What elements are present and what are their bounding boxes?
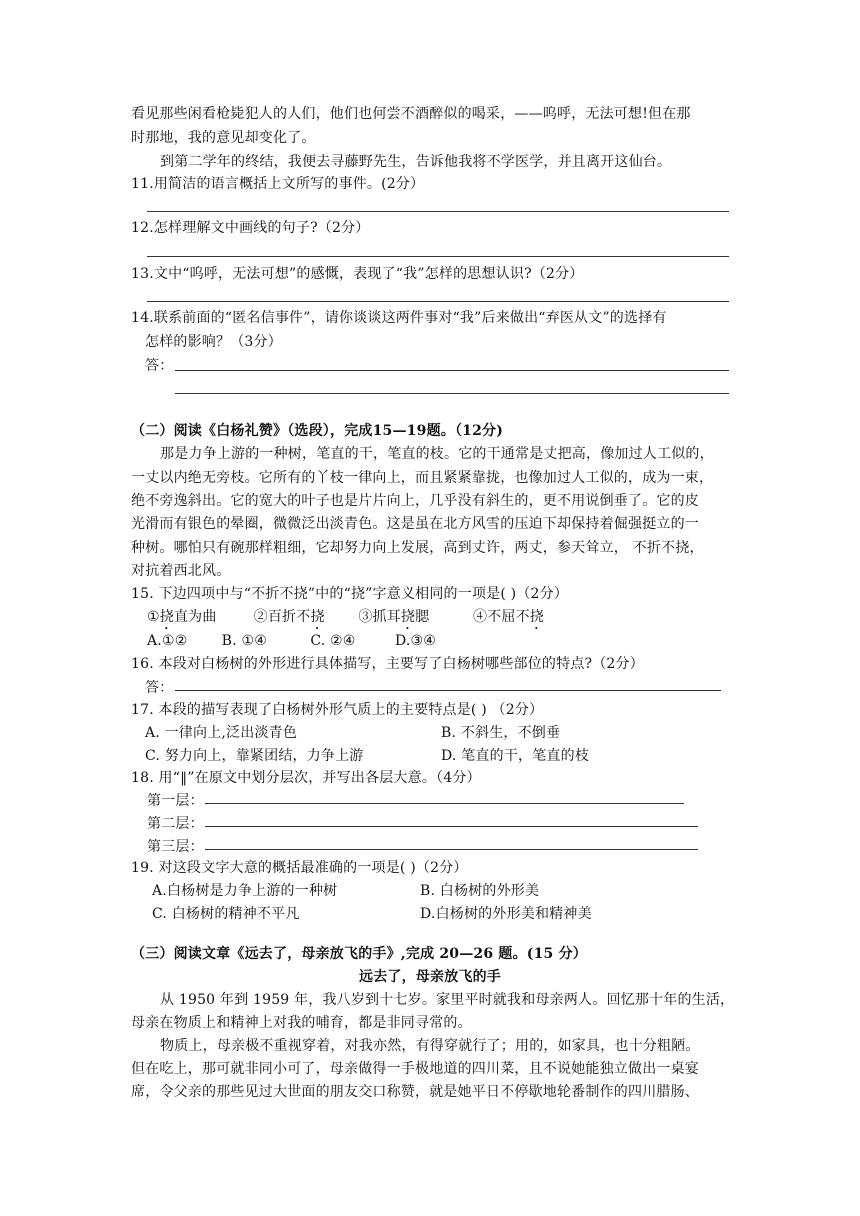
question-17: 17. 本段的描写表现了白杨树外形气质上的主要特点是( ) （2分） (131, 702, 544, 718)
q15-item: ②百折不挠 (253, 609, 325, 625)
passage-line: 席，令父亲的那些见过大世面的朋友交口称赞，就是她平日不停歇地轮番制作的四川腊肠、 (131, 1084, 699, 1100)
choice-a: A.白杨树是力争上游的一种树 (152, 883, 338, 899)
answer-label: 答： (145, 680, 174, 696)
question-19: 19. 对这段文字大意的概括最准确的一项是( )（2分） (131, 860, 468, 876)
layer-label: 第三层： (147, 839, 204, 855)
choice-c: C. 努力向上，靠紧团结，力争上游 (145, 748, 364, 764)
choice-c: C. 白杨树的精神不平凡 (152, 906, 300, 922)
layer-label: 第一层： (147, 793, 204, 809)
answer-line (175, 370, 729, 371)
choice-a: A.①② (147, 633, 188, 649)
passage-line: 时那地，我的意见却变化了。 (131, 130, 316, 146)
choice-b: B. ①④ (221, 633, 267, 649)
answer-line (175, 690, 721, 691)
q15-item: ④不屈不挠 (472, 609, 544, 625)
passage-line: 种树。哪怕只有碗那样粗细，它却努力向上发展，高到丈许，两丈，参天耸立， 不折不挠， (131, 540, 704, 556)
q15-items (147, 606, 544, 633)
passage-line: 到第二学年的终结，我便去寻藤野先生，告诉他我将不学医学，并且离开这仙台。 (160, 154, 672, 170)
question-18: 18. 用“‖”在原文中划分层次，并写出各层大意。（4分） (131, 770, 481, 786)
question-13: 13.文中“呜呼，无法可想”的感慨，表现了“我”怎样的思想认识?（2分） (131, 266, 584, 282)
choice-b: B. 白杨树的外形美 (420, 883, 540, 899)
answer-line (175, 393, 729, 394)
q15-choices (147, 630, 436, 652)
passage-line: 看见那些闲看枪毙犯人的人们，他们也何尝不酒醉似的喝采，——呜呼，无法可想!但在那 (131, 106, 691, 122)
answer-label: 答： (145, 358, 174, 374)
choice-a: A. 一律向上,泛出淡青色 (145, 725, 298, 741)
section-heading: （二）阅读《白杨礼赞》（选段），完成15—19题。（12分) (131, 423, 504, 439)
choice-d: D. 笔直的干，笔直的枝 (441, 748, 590, 764)
passage-line: 一丈以内绝无旁枝。它所有的丫枝一律向上，而且紧紧靠拢，也像加过人工似的，成为一束， (131, 470, 714, 486)
answer-line (147, 256, 729, 257)
question-15: 15. 下边四项中与“不折不挠”中的“挠”字意义相同的一项是( )（2分） (131, 586, 569, 602)
choice-d: D.③④ (394, 633, 437, 649)
passage-line: 物质上，母亲极不重视穿着，对我亦然，有得穿就行了；用的，如家具，也十分粗陋。 (160, 1038, 700, 1054)
answer-line (205, 826, 698, 827)
answer-line (205, 803, 684, 804)
passage-line: 那是力争上游的一种树，笔直的干，笔直的枝。它的干通常是丈把高，像加过人工似的， (160, 446, 714, 462)
passage-line: 但在吃上，那可就非同小可了，母亲做得一手极地道的四川菜，且不说她能独立做出一桌宴 (131, 1061, 699, 1077)
question-11: 11.用简洁的语言概括上文所写的事件。(2分） (131, 176, 425, 192)
question-14: 14.联系前面的“匿名信事件”，请你谈谈这两件事对“我”后来做出“弃医从文”的选择有 (131, 310, 667, 326)
q15-item: ①挠直为曲 (147, 609, 217, 625)
answer-line (147, 211, 729, 212)
choice-b: B. 不斜生，不倒垂 (441, 725, 561, 741)
question-14-cont: 怎样的影响？（3分） (145, 334, 282, 350)
q15-item: ③抓耳挠腮 (358, 609, 430, 625)
passage-line: 对抗着西北风。 (131, 563, 231, 579)
passage-line: 母亲在物质上和精神上对我的哺育，都是非同寻常的。 (131, 1015, 472, 1031)
choice-d: D.白杨树的外形美和精神美 (420, 906, 592, 922)
answer-line (205, 849, 698, 850)
section-heading: （三）阅读文章《远去了，母亲放飞的手》,完成 20—26 题。(15 分） (131, 946, 587, 962)
passage-line: 光滑而有银色的晕圈，微微泛出淡青色。这是虽在北方风雪的压迫下却保持着倔强挺立的一 (131, 516, 699, 532)
article-title: 远去了，母亲放飞的手 (359, 969, 501, 985)
layer-label: 第二层： (147, 816, 204, 832)
question-12: 12.怎样理解文中画线的句子?（2分） (131, 220, 370, 236)
passage-line: 绝不旁逸斜出。它的宽大的叶子也是片片向上，几乎没有斜生的，更不用说倒垂了。它的皮 (131, 493, 699, 509)
answer-line (147, 301, 729, 302)
passage-line: 从 1950 年到 1959 年，我八岁到十七岁。家里平时就我和母亲两人。回忆那十年的生活， (160, 992, 735, 1008)
question-16: 16. 本段对白杨树的外形进行具体描写，主要写了白杨树哪些部位的特点?（2分） (131, 656, 644, 672)
choice-c: C. ②④ (310, 633, 356, 649)
